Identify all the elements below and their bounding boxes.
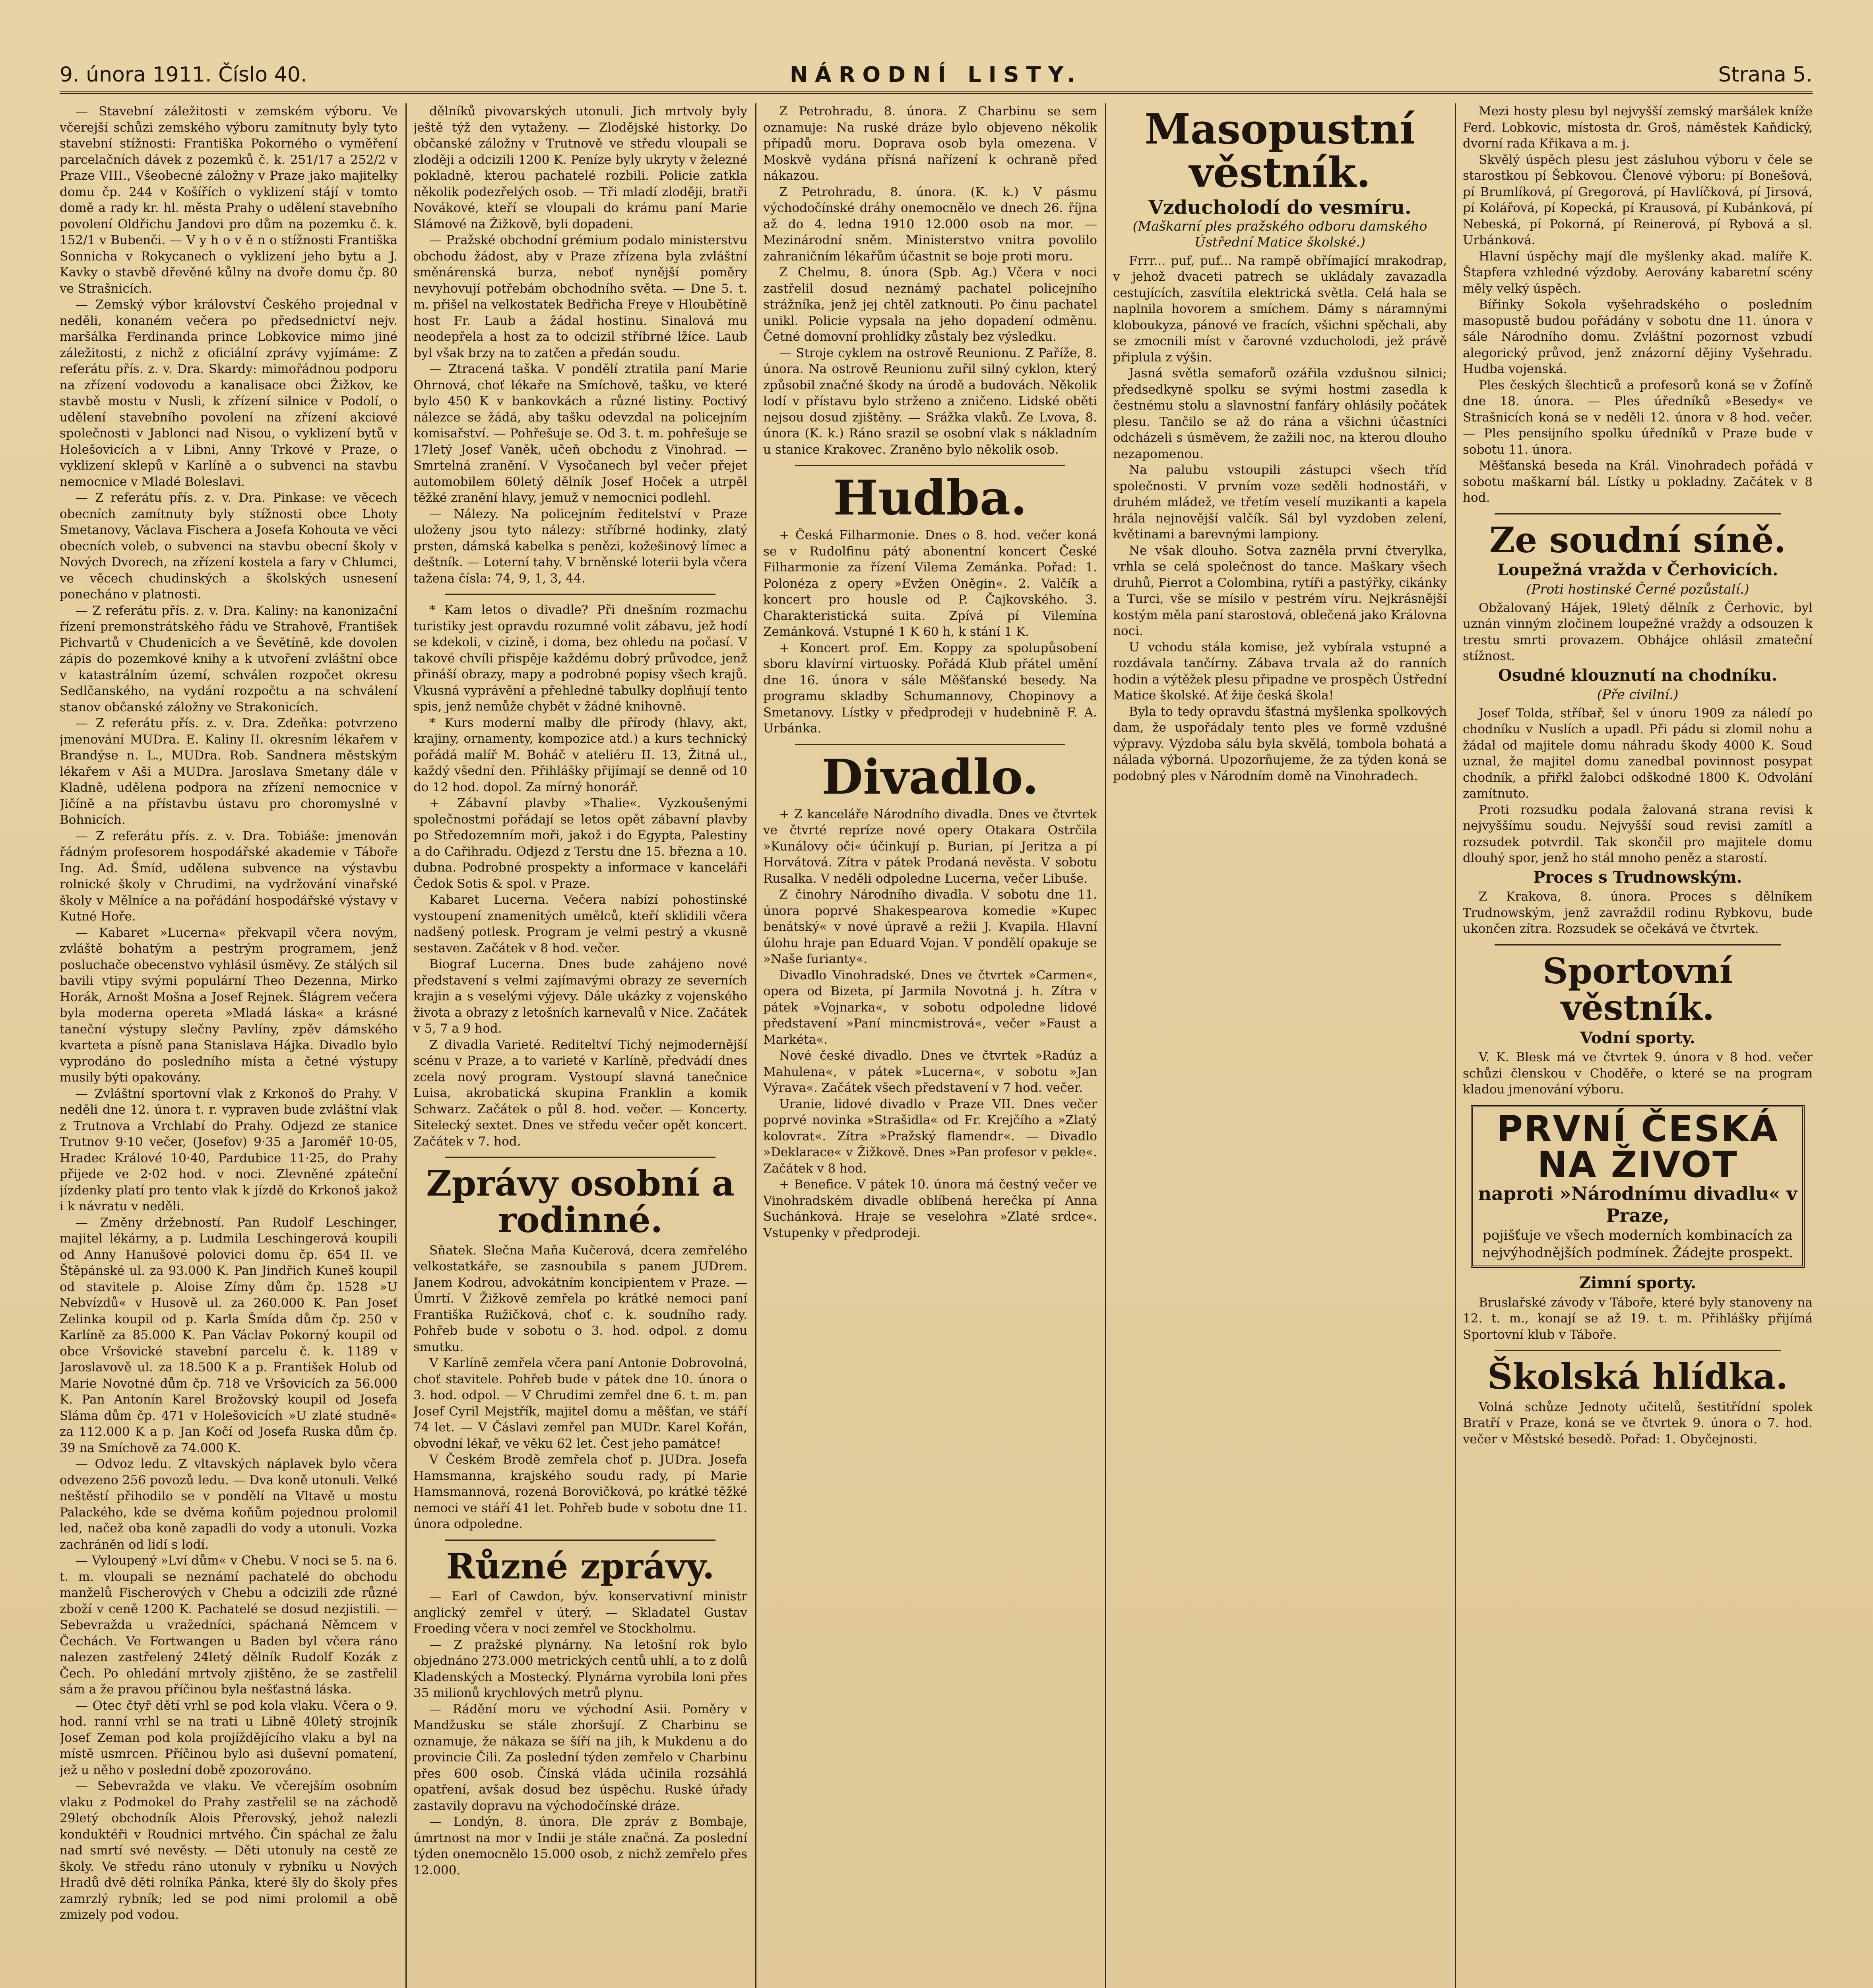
column-rule (755, 103, 756, 1988)
article-paragraph: Z činohry Národního divadla. V sobotu dne 11. února poprvé Shakespearova komedie »Kupec benátský« v nové úpravě a režii J. Kvapila. Hlavní úlohu hraje pan Eduard Vojan. V pondělí opakuje se »Naše furianty«. (763, 887, 1097, 966)
article-subtitle: (Maškarní ples pražského odboru damského Ústřední Matice školské.) (1132, 218, 1427, 250)
column-rule (1105, 103, 1106, 1988)
article-paragraph: Jasná světla semaforů ozářila vzdušnou silnici; předsedkyně spolku se svými hostmi zasedla k čestnému stolu a slavnostní fanfáry ohlásily počátek plesu. Tančilo se až do rána a všichni účastníci odcházeli s úsměvem, že zažili noc, na kterou dlouho nezapomenou. (1113, 366, 1447, 461)
article-paragraph: Proti rozsudku podala žalovaná strana revisi k nejvyššímu soudu. Nejvyšší soud revisi zamítl a rozsudek potvrdil. Tak skončil pro majitele domu dlouhý spor, jenž ho stál mnoho peněz a starostí. (1463, 802, 1813, 866)
masthead: NÁRODNÍ LISTY. (789, 62, 1083, 87)
article-subtitle: (Proti hostinské Černé pozůstalí.) (1526, 581, 1749, 597)
divider (1495, 513, 1781, 514)
article-paragraph: — Z referátu přís. z. v. Dra. Tobiáše: jmenován řádným profesorem hospodářské akademie v Táboře Ing. Ad. Šmíd, udělena subvence na výstavbu rolnické školy v Chrudimi, na vydržování vinařské školy v Mělníce a na pořádání hospodářské výstavy v Kutné Hoře. (60, 829, 397, 924)
article-paragraph: V Karlíně zemřela včera paní Antonie Dobrovolná, choť stavitele. Pohřeb bude v pátek dne 10. února o 3. hod. odpol. — V Chrudimi zemřel dne 6. t. m. pan Josef Cyril Mejstřík, majitel domu a měšťan, ve stáří 74 let. — V Čáslavi zemřel pan MUDr. Karel Kořán, obvodní lékař, ve věku 62 let. Čest jeho památce! (413, 1356, 747, 1451)
article-paragraph: — Změny držebností. Pan Rudolf Leschinger, majitel lékárny, a p. Ludmila Leschingerová koupili od Anny Hanušové polovici domu čp. 654 II. ve Štěpánské ul. za 93.000 K. Pan Jindřich Kuneš koupil od stavitele p. Aloise Zímy dům čp. 1528 »U Nebvízdů« v Husově ul. za 260.000 K. Pan Josef Zelinka koupil od p. Karla Šmída dům čp. 250 v Karlíně za 85.000 K. Pan Václav Pokorný koupil od obce Vršovické stavební parcelu č. k. 1189 v Jaroslavově ul. za 18.500 K a p. František Holub od Marie Novotné dům čp. 718 ve Vršovicích za 56.000 K. Pan Antonín Karel Brožovský koupil od Josefa Sláma dům čp. 471 v Holešovicích »U zlaté studně« za 112.000 K a p. Jan Kočí od Josefa Ruska dům čp. 39 na Smíchově za 74.000 K. (60, 1215, 397, 1455)
article-paragraph: V Českém Brodě zemřela choť p. JUDra. Josefa Hamsmanna, krajského soudu rady, pí Marie Hamsmannová, rozená Borovičková, po krátké těžké nemoci ve stáří 41 let. Pohřeb bude v sobotu dne 11. února odpoledne. (413, 1452, 747, 1532)
article-title: Vodní sporty. (1580, 1028, 1695, 1047)
section-heading: Sportovní věstník. (1542, 950, 1733, 1029)
article-paragraph: Biograf Lucerna. Dnes bude zahájeno nové představení s velmi zajímavými obrazy ze severních krajin a s veselými výjevy. Dále ukázky z vojenského života a obrazy z letošních karnevalů v Nice. Začátek v 5, 7 a 9 hod. (413, 957, 747, 1036)
divider (1495, 1350, 1781, 1351)
article-paragraph: — Pražské obchodní grémium podalo ministerstvu obchodu žádost, aby v Praze zřízena byla zvláštní směnárenská burza, neboť nynější poměry nevyhovují potřebám obchodního světa. — Dne 5. t. m. přišel na velkostatek Bedřicha Freye v Hloubětíně host Fr. Laub a žádal hostinu. Sinalová mu neodepřela a host za to odcizil stříbrné lžíce. Laub byl však brzy na to zatčen a předán soudu. (413, 233, 747, 360)
article-paragraph: Frrr... puf, puf... Na rampě obřímající mrakodrap, v jehož dvaceti patrech se ukládaly zavazadla cestujících, zasvítila elektrická světla. Celá hala se naplnila hovorem a smíchem. Dámy s náramnými kloboukyza, pánové ve fracích, všichni spěchali, aby se zmocnili míst v čarovné vzducholodi, jež právě připlula z výšin. (1113, 253, 1447, 365)
article-paragraph: — Earl of Cawdon, býv. konservativní ministr anglický zemřel v úterý. — Skladatel Gustav Froeding včera v noci zemřel ve Stockholmu. (413, 1589, 747, 1636)
article-paragraph: Byla to tedy opravdu šťastná myšlenka spolkových dam, že uspořádaly tento ples ve formě vzdušné výpravy. Výzdoba sálu byla skvělá, tombola bohatá a nálada výborná. Upozorňujeme, že za týden koná se podobný ples v Národním domě na Vinohradech. (1113, 704, 1447, 783)
section-heading: Masopustní věstník. (1144, 105, 1415, 197)
article-paragraph: + Z kanceláře Národního divadla. Dnes ve čtvrtek ve čtvrté repríze nové opery Otakara Ostrčila »Kunálovy oči« účinkují p. Burian, pí Jeritza a pí Horvátová. Zítra v pátek Prodaná nevěsta. V sobotu Rusalka. V neděli odpoledne Lucerna, večer Libuše. (763, 807, 1097, 886)
article-paragraph: — Zvláštní sportovní vlak z Krkonoš do Prahy. V neděli dne 12. února t. r. vypraven bude zvláštní vlak z Trutnova a Vrchlabí do Prahy. Odjezd ze stanice Trutnov 9·10 večer, (Josefov) 9·35 a Jaroměř 10·05, Hradec Králové 10·40, Pardubice 11·25, do Prahy přijede ve 2·02 hod. v noci. Zlevněné zpáteční jízdenky platí pro tento vlak k jízdě do Krkonoš jakož i k návratu v neděli. (60, 1086, 397, 1213)
article-paragraph: Na palubu vstoupili zástupci všech tříd společnosti. V prvním voze seděli hodnostáři, v druhém mládež, ve třetím veselí muzikanti a kapela hrála nejnovější valčík. Sál byl vyzdoben zelení, květinami a barevnými lampiony. (1113, 463, 1447, 542)
section-heading: Hudba. (833, 470, 1027, 526)
article-paragraph: Měšťanská beseda na Král. Vinohradech pořádá v sobotu maškarní bál. Lístky u pokladny. Začátek v 8 hod. (1463, 458, 1813, 505)
article-paragraph: + Benefice. V pátek 10. února má čestný večer ve Vinohradském divadle oblíbená herečka pí Anna Suchánková. Hraje se veselohra »Zlaté srdce«. Vstupenky v předprodeji. (763, 1177, 1097, 1240)
divider (445, 594, 715, 595)
article-title: Osudné klouznutí na chodníku. (1498, 666, 1778, 685)
article-paragraph: — Z referátu přís. z. v. Dra. Zdeňka: potvrzeno jmenování MUDra. E. Kaliny II. okresním lékařem v Brandýse n. L., MUDra. Rob. Sandnera městským lékařem v Aši a MUDra. Jaroslava Smetany dále v Kladně, udělena podpora na zřízení nemocnice v Jičíně a na přístavbu ústavu pro choromyslné v Bohnicích. (60, 716, 397, 827)
article-paragraph: Z Chelmu, 8. února (Spb. Ag.) Včera v noci zastřelil dosud neznámý pachatel policejního strážníka, jenž jej chtěl zatknouti. Po činu pachatel unikl. Policie vypsala na jeho dopadení odměnu. Četné domovní prohlídky zůstaly bez výsledku. (763, 265, 1097, 344)
article-paragraph: — Stavební záležitosti v zemském výboru. Ve včerejší schůzi zemského výboru zamítnuty byly tyto stavební stížnosti: Františka Pokorného o vyměření parcelačních dávek z pozemků č. k. 251/17 a 252/2 v Praze VIII., Všeobecné záložny v Praze jako majitelky domu čp. 244 v Košířích o vyklizení stájí v tomto domě a rady kr. hl. města Prahy o udělení stavebního povolení Oldřichu Jandovi pro dům na pozemku č. k. 152/1 v Bubenči. — V y h o v ě n o stížnosti Františka Sonnicha v Rokycanech o vyklizení jeho bytu a J. Kavky o stavbě dřevěné kůlny na dvoře domu čp. 80 ve Strašnicích. (60, 104, 397, 296)
article-paragraph: + Koncert prof. Em. Koppy za spolupůsobení sboru klavírní virtuosky. Pořádá Klub přátel umění dne 16. února v sále Měšťanské besedy. Na programu skladby Schumannovy, Chopinovy a Smetanovy. Lístky v předprodeji v hudebnině F. A. Urbánka. (763, 641, 1097, 736)
article-paragraph: Uranie, lidové divadlo v Praze VII. Dnes večer poprvé novinka »Strašidla« od Fr. Krejčího a »Zlatý kolovrat«. Zítra »Pražský flamendr«. — Divadlo »Deklarace« v Žižkově. Dnes »Pan profesor v pekle«. Začátek v 8 hod. (763, 1097, 1097, 1176)
ad-title: PRVNÍ ČESKÁ NA ŽIVOT (1497, 1108, 1779, 1186)
page-number: Strana 5. (1718, 63, 1813, 87)
article-paragraph: Volná schůze Jednoty učitelů, šestitřídní spolek Bratří v Praze, koná se ve čtvrtek 9. února o 7. hod. večer v Městské besedě. Pořad: 1. Obyčejnosti. (1463, 1400, 1813, 1446)
article-paragraph: — Z referátu přís. z. v. Dra. Pinkase: ve věcech obecních zamítnuty byly stížnosti obce Lhoty Smetanovy, Václava Fischera a Josefa Kohouta ve věci obecních voleb, o subvenci na stavbu obecní školy v Nových Dvorech, na zřízení kostela a fary v Chlumci, ve věcech chudinských a školských usnesení ponecháno v platnosti. (60, 491, 397, 602)
article-paragraph: Divadlo Vinohradské. Dnes ve čtvrtek »Carmen«, opera od Bizeta, pí Jarmila Novotná j. h. Zítra v pátek »Vojnarka«, v sobotu odpoledne lidové představení »Paní mincmistrová«, večer »Faust a Markéta«. (763, 968, 1097, 1047)
article-paragraph: * Kam letos o divadle? Při dnešním rozmachu turistiky jest opravdu rozumné volit zábavu, jež hodí se kdekoli, v cizině, i doma, bez ohledu na počasí. V takové chvíli přispěje každému dobrý průvodce, jenž přináší obrazy, mapy a podrobné popisy všech krajů. Vkusná vyprávění a přehledné tabulky doplňují tento spis, jenž nemůže chybět v žádné knihovně. (413, 603, 747, 714)
article-paragraph: Ne však dlouho. Sotva zazněla první čtverylka, vrhla se celá společnost do tance. Maškary všech druhů, Pierrot a Colombina, rytíři a pastýřky, cikánky a Turci, vše se mísilo v pestrém víru. Nejkrásnější kostým měla paní starostová, oblečená jako Královna noci. (1113, 543, 1447, 639)
article-paragraph: — Z referátu přís. z. v. Dra. Kaliny: na kanonizační řízení premonstrátského řádu ve Strahově, František Pichvartů v Chudenicích a ve Ševětíně, kde dovolen zápis do pozemkové knihy a k utvoření zvláštní obce v katastrálním území, schválen rozpočet okresu Sedlčanského, na vydání rozpočtu a na schválení stanov občanské záložny ve Strakonicích. (60, 603, 397, 714)
article-paragraph: Sňatek. Slečna Maňa Kučerová, dcera zemřelého velkostatkáře, se zasnoubila s panem JUDrem. Janem Kodrou, advokátním koncipientem v Praze. — Úmrtí. V Žižkově zemřela po krátké nemoci paní Františka Ružičková, choť c. k. soudního rady. Pohřeb bude v sobotu o 3. hod. odpol. z domu smutku. (413, 1243, 747, 1354)
divider (1495, 944, 1781, 945)
divider (795, 744, 1065, 745)
article-paragraph: V. K. Blesk má ve čtvrtek 9. února v 8 hod. večer schůzi členskou v Choděře, o které se na program kladou jmenování výboru. (1463, 1050, 1813, 1097)
column-rule (405, 103, 407, 1988)
article-paragraph: * Kurs moderní malby dle přírody (hlavy, akt, krajiny, ornamenty, kompozice atd.) a kurs technický pořádá malíř M. Boháč v ateliéru II. 13, Žitná ul., každý všední den. Přihlášky přijímají se denně od 10 do 12 hod. dopol. Za mírný honorář. (413, 715, 747, 794)
article-paragraph: — Sebevražda ve vlaku. Ve včerejším osobním vlaku z Podmokel do Prahy zastřelil se na záchodě 29letý obchodník Alois Přerovský, jehož nalezli konduktéři v Roudnici mrtvého. Čin spáchal ze žalu nad smrtí své nevěsty. — Děti utonuly na cestě ze školy. Ve středu ráno utonuly v rybníku u Nových Hradů dvě děti rolníka Pánka, které šly do školy přes zamrzlý rybník; led se pod nimi prolomil a obě zmizely pod vodou. (60, 1779, 397, 1922)
article-title: Zimní sporty. (1579, 1274, 1697, 1293)
insurance-advertisement (1471, 1105, 1805, 1268)
article-paragraph: Z Petrohradu, 8. února. (K. k.) V pásmu východočínské dráhy onemocnělo ve dnech 26. října až do 4. ledna 1910 12.000 osob na mor. — Mezinárodní sněm. Ministerstvo vnitra povolilo zahraničním lékařům účastnit se boje proti moru. (763, 184, 1097, 264)
issue-date: 9. února 1911. Číslo 40. (60, 63, 307, 87)
article-paragraph: Josef Tolda, stříbař, šel v únoru 1909 za náledí po chodníku v Nuslích a upadl. Při pádu si zlomil nohu a žádal od majitele domu náhradu škody 4000 K. Soud uznal, že majitel domu zanedbal povinnost posypat chodník, a přiřkl žalobci odškodné 1800 K. Odvolání zamítnuto. (1463, 706, 1813, 801)
ad-body: pojišťuje ve všech moderních kombinacích za nejvýhodnějších podmínek. Žádejte prospekt. (1482, 1227, 1794, 1261)
article-paragraph: + Zábavní plavby »Thalie«. Vyzkoušenými společnostmi pořádají se letos opět zábavní plavby po Středozemním moři, jakož i do Egypta, Palestiny a do Cařihradu. Odjezd z Terstu dne 15. března a 10. dubna. Podrobné prospekty a informace v kanceláři Čedok Sotis & spol. v Praze. (413, 796, 747, 891)
article-paragraph: — Odvoz ledu. Z vltavských náplavek bylo včera odvezeno 256 povozů ledu. — Dva koně utonuli. Velké neštěstí přihodilo se v pondělí na Vltavě u mostu Palackého, kde se dvěma koňům pojednou prolomil led, načež oba koně zapadli do vody a utonuli. Vozka zachráněn od lidí s lodí. (60, 1457, 397, 1552)
divider (795, 465, 1065, 466)
column-rule (1455, 103, 1456, 1988)
article-title: Proces s Trudnowským. (1533, 868, 1742, 887)
article-paragraph: Nové české divadlo. Dnes ve čtvrtek »Radúz a Mahulena«, v pátek »Lucerna«, v sobotu »Jan Výrava«. Začátek všech představení v 7 hod. večer. (763, 1048, 1097, 1095)
article-paragraph: Hlavní úspěchy mají dle myšlenky akad. malíře K. Štapfera vzhledné výzdoby. Aerovány kabaretní scény měly velký úspěch. (1463, 249, 1813, 296)
article-title: Vzducholodí do vesmíru. (1148, 196, 1412, 219)
article-paragraph: dělníků pivovarských utonuli. Jich mrtvoly byly ještě týž den vytaženy. — Zlodějské historky. Do občanské záložny v Trutnově ve středu vloupali se zloději a odcizili 1200 K. Peníze byly ukryty v železné pokladně, kterou pachatelé rozbili. Policie zatkla několik podezřelých osob. — Tři mladí zloději, bratři Novákové, kteří se vloupali do krámu paní Marie Slámové na Žižkově, byli dopadeni. (413, 104, 747, 231)
article-paragraph: Bruslařské závody v Táboře, které byly stanoveny na 12. t. m., konají se až 19. t. m. Přihlášky přijímá Sportovní klub v Táboře. (1463, 1295, 1813, 1342)
article-paragraph: — Vyloupený »Lví dům« v Chebu. V noci se 5. na 6. t. m. vloupali se neznámí pachatelé do obchodu manželů Fischerových v Chebu a odcizili zde různé zboží v ceně 1200 K. Pachatelé se dosud nezjistili. — Sebevražda u vražedníci, spáchaná Němcem v Čechách. Ve Fortwangen u Baden byl včera ráno nalezen zastřelený 24letý dělník Rudolf Kozák z Čech. Po ohledání mrtvoly zjištěno, že se zastřelil sám a že pravou příčinou byla nešťastná láska. (60, 1553, 397, 1697)
section-heading: Školská hlídka. (1487, 1356, 1788, 1398)
article-title: Loupežná vražda v Čerhovicích. (1497, 560, 1778, 579)
article-paragraph: — Londýn, 8. února. Dle zpráv z Bombaje, úmrtnost na mor v Indii je stále značná. Za poslední týden onemocnělo 15.000 osob, z nichž zemřelo přes 12.000. (413, 1815, 747, 1877)
column-2 (413, 103, 747, 1988)
article-paragraph: — Nálezy. Na policejním ředitelství v Praze uloženy jsou tyto nálezy: stříbrné hodinky, zlatý prsten, dámská kabelka s penězi, kožešinový límec a deštník. — Loterní tahy. V brněnské loterii byla včera tažena čísla: 74, 9, 1, 3, 44. (413, 507, 747, 586)
article-paragraph: — Rádění moru ve východní Asii. Poměry v Mandžusku se stále zhoršují. Z Charbinu se oznamuje, že nákaza se šíří na jih, k Mukdenu a do provincie Čili. Za poslední týden zemřelo v Charbinu přes 600 osob. Čínská vláda učinila rozsáhlá opatření, avšak dosud bez úspěchu. Ruské úřady zastavily dopravu na východočínské dráze. (413, 1702, 747, 1813)
column-5 (1463, 103, 1813, 1988)
section-heading: Zprávy osobní a rodinné. (426, 1163, 735, 1241)
column-3 (763, 103, 1097, 1988)
article-paragraph: Z divadla Varieté. Rediteltví Tichý nejmodernější scénu v Praze, a to varieté v Karlíně, předvádí dnes zcela nový program. Vystoupí slavná tanečnice Luisa, akrobatická skupina Franklin a komik Schwarz. Začátek o půl 8. hod. večer. — Koncerty. Sitelecký sextet. Dnes ve středu večer opět koncert. Začátek v 7. hod. (413, 1037, 747, 1149)
article-subtitle: (Pře civilní.) (1597, 687, 1679, 703)
article-paragraph: Obžalovaný Hájek, 19letý dělník z Čerhovic, byl uznán vinným zločinem loupežné vraždy a odsouzen k trestu smrti provazem. Obhájce ohlásil zmateční stížnost. (1463, 600, 1813, 664)
article-paragraph: — Kabaret »Lucerna« překvapil včera novým, zvláště bohatým a pestrým programem, jenž posluchače obecenstvo vyhlásil úsměvy. Ze stálých sil bavili vtipy svými populární Theo Dezenna, Mirko Horák, Arnošt Mošna a Josef Rejnek. Šlágrem večera byla moderna opereta »Mladá láska« a krásné taneční výstupy slečny Pavlíny, zpěv dámského kvarteta a písně pana Stanislava Hájka. Divadlo bylo vyprodáno do posledního místa a četné výstupy musily býti opakovány. (60, 925, 397, 1085)
article-paragraph: Kabaret Lucerna. Večera nabízí pohostinské vystoupení znamenitých umělců, kteří sklidili včera nadšený potlesk. Program je velmi pestrý a vkusně sestaven. Začátek v 8 hod. večer. (413, 893, 747, 955)
ad-subtitle: naproti »Národnímu divadlu« v Praze, (1478, 1182, 1797, 1226)
article-paragraph: Z Krakova, 8. února. Proces s dělníkem Trudnowským, jenž zavraždil rodinu Rybkovu, bude ukončen zítra. Rozsudek se očekává ve čtvrtek. (1463, 889, 1813, 936)
article-paragraph: — Stroje cyklem na ostrově Reunionu. Z Paříže, 8. února. Na ostrově Reunionu zuřil silný cyklon, který způsobil značné škody na úrodě a budovách. Několik lodí v přístavu bylo strženo a zničeno. Lidské oběti nejsou dosud zjištěny. — Srážka vlaků. Ze Lvova, 8. února (K. k.) Ráno srazil se osobní vlak s nákladním u stanice Krakovec. Zraněno bylo několik osob. (763, 346, 1097, 457)
section-heading: Ze soudní síně. (1489, 519, 1786, 561)
article-paragraph: — Z pražské plynárny. Na letošní rok bylo objednáno 273.000 metrických centů uhlí, a to z dolů Kladenských a Mostecký. Plynárna vyrobila loni přes 35 milionů krychlových metrů plynu. (413, 1637, 747, 1701)
page-header (60, 60, 1813, 94)
column-4 (1113, 103, 1447, 1988)
article-paragraph: — Ztracená taška. V pondělí ztratila paní Marie Ohrnová, choť lékaře na Smíchově, tašku, ve které bylo 450 K v bankovkách a různé listiny. Poctivý nálezce se žádá, aby tašku odevzdal na policejním komisařství. — Pohřešuje se. Od 3. t. m. pohřešuje se 17letý Josef Vaněk, učeň obchodu z Vinohrad. — Smrtelná zranění. V Vysočanech byl večer přejet automobilem 60letý dělník Josef Hoček a utrpěl těžké zranění hlavy, jemuž v nemocnici podlehl. (413, 362, 747, 505)
article-paragraph: Skvělý úspěch plesu jest zásluhou výboru v čele se starostkou pí Šebkovou. Členové výboru: pí Bonešová, pí Brumlíková, pí Gregorová, pí Havlíčková, pí Jirsová, pí Kolářová, pí Kopecká, pí Krausová, pí Kubánková, pí Nebeská, pí Pokorná, pí Reinerová, pí Rybová a sl. Urbánková. (1463, 152, 1813, 247)
article-paragraph: Ples českých šlechticů a profesorů koná se v Žofíně dne 18. února. — Ples úředníků »Besedy« ve Strašnicích koná se v neděli 12. února v 8 hod. večer. — Ples pensijního spolku úředníků v Praze bude v sobotu 11. února. (1463, 378, 1813, 457)
divider (445, 1157, 715, 1158)
article-paragraph: Z Petrohradu, 8. února. Z Charbinu se sem oznamuje: Na ruské dráze bylo objeveno několik případů moru. Doprava osob byla omezena. V Moskvě vydána přísná nařízení k ochraně před nákazou. (763, 104, 1097, 183)
divider (445, 1540, 715, 1541)
section-heading: Různé zprávy. (446, 1545, 715, 1587)
article-paragraph: — Otec čtyř dětí vrhl se pod kola vlaku. Včera o 9. hod. ranní vrhl se na trati u Libně 40letý strojník Josef Zeman pod kola projíždějícího vlaku a byl na místě usmrcen. Příčinou bylo asi duševní pomatení, jež u něho v poslední době zpozorováno. (60, 1698, 397, 1777)
article-paragraph: Bířinky Sokola vyšehradského o posledním masopustě budou pořádány v sobotu dne 11. února v sále Národního domu. Zvláštní pozornost vzbudí alegorický průvod, jenž znázorní dějiny Vyšehradu. Hudba vojenská. (1463, 297, 1813, 376)
column-1 (60, 103, 397, 1988)
article-paragraph: + Česká Filharmonie. Dnes o 8. hod. večer koná se v Rudolfinu pátý abonentní koncert České Filharmonie za řízení Vilema Zemánka. Pořad: 1. Polonéza z opery »Evžen Oněgin«. 2. Valčík a koncert pro housle od P. Čajkovského. 3. Charakteristická suita. Zpívá pí Vilemína Zemánková. Vstupné 1 K 60 h, k stání 1 K. (763, 528, 1097, 639)
article-paragraph: — Zemský výbor království Českého projednal v neděli, konaném večera po předsednictví nejv. maršálka Ferdinanda prince Lobkovice mimo jiné záležitosti, z nichž z oficiální zprávy vyjímáme: Z referátu přís. z. v. Dra. Skardy: mimořádnou podporu na zřízení vodovodu a kanalisace obci Žižkov, ke stavbě mostu v Nusli, k zřízení silnice v Podolí, o udělení stavebního povolení na zřízení akciové společnosti v Jablonci nad Nisou, o vyklizení bytů v Holešovicích a v Libni, Anny Trkové v Praze, o vyklizení sklepů v Karlíně a o subvenci na stavbu nemocnice v Mladé Boleslavi. (60, 297, 397, 489)
section-heading: Divadlo. (821, 749, 1039, 805)
article-paragraph: Mezi hosty plesu byl nejvyšší zemský maršálek kníže Ferd. Lobkovic, místosta dr. Groš, náměstek Kaňdický, dvorní rada Křikava a m. j. (1463, 104, 1813, 151)
article-paragraph: U vchodu stála komise, jež vybírala vstupné a rozdávala tančírny. Zábava trvala až do ranních hodin a výtěžek plesu připadne ve prospěch Ústřední Matice školské. Ať žije česká škola! (1113, 640, 1447, 703)
